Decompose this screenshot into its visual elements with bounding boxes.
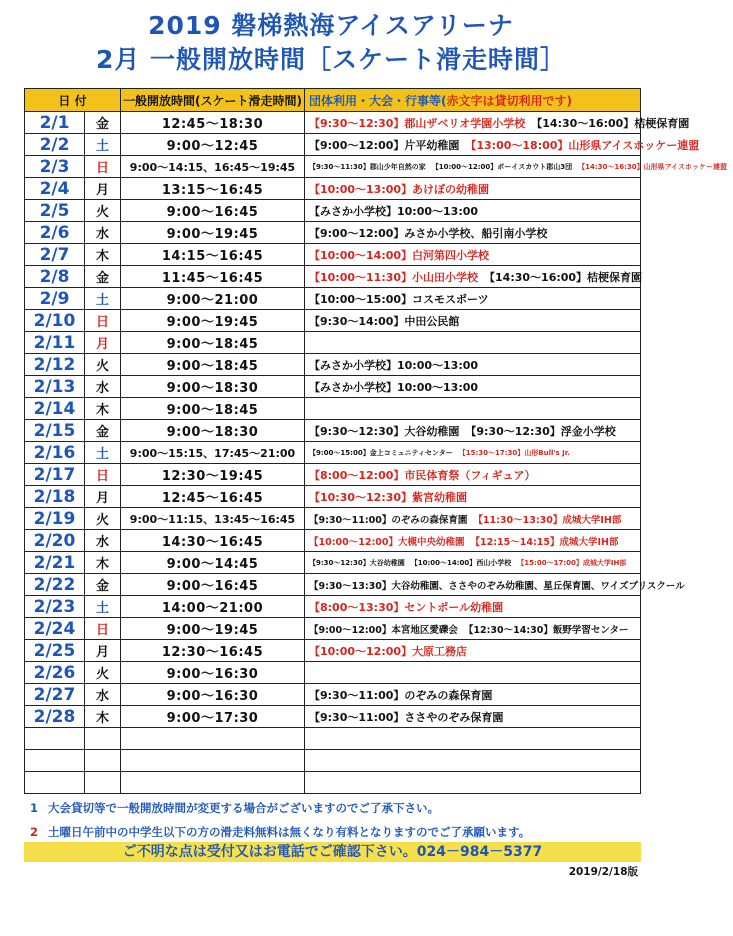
page-title: 2019 磐梯熱海アイスアリーナ [148,11,514,40]
event-entry: 【みさか小学校】10:00～13:00 [309,358,479,372]
open-hours-cell: 9:00～18:45 [121,332,305,354]
date-cell: 2/26 [25,662,85,684]
note-number: 1 [30,801,39,815]
event-entry: 【9:30～12:30】浮金小学校 [465,424,616,438]
open-hours-cell [121,750,305,772]
events-cell [305,134,700,156]
open-hours-cell: 12:45～18:30 [121,112,305,134]
open-hours-cell: 9:00～16:30 [121,662,305,684]
events-cell [305,596,641,618]
event-entry: 【8:00～12:00】市民体育祭（フィギュア） [309,468,536,482]
events-cell [305,486,641,508]
table-row [25,684,641,706]
open-hours-cell: 9:00～12:45 [121,134,305,156]
date-cell [25,728,85,750]
events-cell [305,332,641,354]
date-cell: 2/8 [25,266,85,288]
weekday-cell: 土 [85,442,121,464]
weekday-cell: 水 [85,684,121,706]
events-cell [305,200,641,222]
event-entry: 【12:15～14:15】成城大学IH部 [470,536,619,548]
table-row [25,596,641,618]
table-body [25,112,727,794]
table-row [25,508,641,530]
event-entry: 【9:30～12:30】大谷幼稚園 [309,558,405,567]
open-hours-cell: 9:00～16:45 [121,200,305,222]
table-row [25,706,641,728]
events-cell [305,398,641,420]
weekday-cell: 金 [85,112,121,134]
weekday-cell: 月 [85,640,121,662]
open-hours-cell: 12:30～19:45 [121,464,305,486]
date-cell: 2/9 [25,288,85,310]
table-row [25,640,641,662]
table-row [25,442,641,464]
open-hours-cell: 14:00～21:00 [121,596,305,618]
event-entry: 【12:30～14:30】飯野学習センター [463,624,629,636]
table-row [25,662,641,684]
event-entry: 【10:00～12:00】大槻中央幼稚園 [309,536,465,548]
table-row [25,178,641,200]
event-entry: 【13:00～18:00】山形県アイスホッケー連盟 [465,138,700,152]
table-row [25,464,641,486]
events-cell [305,288,641,310]
events-cell [305,508,641,530]
weekday-cell: 月 [85,178,121,200]
events-cell [305,552,641,574]
events-cell [305,640,641,662]
table-row [25,750,641,772]
events-cell [305,112,690,134]
open-hours-cell: 14:30～16:45 [121,530,305,552]
header-events-note: 赤文字は貸切利用です) [446,93,572,108]
open-hours-cell: 9:00～19:45 [121,222,305,244]
date-cell: 2/21 [25,552,85,574]
event-entry: 【みさか小学校】10:00～13:00 [309,380,479,394]
weekday-cell: 月 [85,332,121,354]
events-cell [305,244,641,266]
open-hours-cell: 9:00～11:15、13:45～16:45 [121,508,305,530]
date-cell: 2/6 [25,222,85,244]
weekday-cell: 木 [85,244,121,266]
event-entry: 【9:00～12:00】片平幼稚園 [309,138,460,152]
events-cell [305,178,641,200]
table-row [25,244,641,266]
event-entry: 【14:30～16:00】桔梗保育園 [484,270,643,284]
weekday-cell: 日 [85,618,121,640]
table-row [25,354,641,376]
event-entry: 【15:00～17:00】成城大学IH部 [517,558,627,567]
event-entry: 【みさか小学校】10:00～13:00 [309,204,479,218]
weekday-cell: 金 [85,266,121,288]
table-row [25,552,641,574]
date-cell: 2/17 [25,464,85,486]
table-row [25,618,641,640]
version-label: 2019/2/18版 [568,866,638,878]
events-cell [305,420,641,442]
weekday-cell: 土 [85,134,121,156]
header-events-label: 団体利用・大会・行事等( [309,93,447,108]
weekday-cell: 水 [85,222,121,244]
date-cell: 2/13 [25,376,85,398]
open-hours-cell: 9:00～16:45 [121,574,305,596]
weekday-cell [85,772,121,794]
open-hours-cell: 9:00～18:30 [121,420,305,442]
weekday-cell: 火 [85,508,121,530]
event-entry: 【10:00～15:00】コスモスポーツ [309,292,489,306]
events-cell [305,464,641,486]
event-entry: 【10:00～14:00】西山小学校 [410,558,512,567]
contact-banner: ご不明な点は受付又はお電話でご確認下さい。024－984－5377 [24,842,641,862]
table-row [25,772,641,794]
table-row [25,134,641,156]
open-hours-cell: 12:45～16:45 [121,486,305,508]
weekday-cell: 土 [85,288,121,310]
table-header-row [25,89,641,112]
note-1 [30,800,439,816]
date-cell: 2/20 [25,530,85,552]
events-cell [305,706,641,728]
event-entry: 【8:00～13:30】セントポール幼稚園 [309,600,504,614]
date-cell: 2/12 [25,354,85,376]
weekday-cell: 日 [85,310,121,332]
weekday-cell: 金 [85,574,121,596]
date-cell: 2/1 [25,112,85,134]
open-hours-cell: 14:15～16:45 [121,244,305,266]
open-hours-cell: 9:00～14:45 [121,552,305,574]
event-entry: 【11:30～13:30】成城大学IH部 [473,514,622,526]
date-cell: 2/22 [25,574,85,596]
event-entry: 【10:00～12:00】ボーイスカウト郡山3団 [431,162,573,171]
table-row [25,420,641,442]
date-cell: 2/24 [25,618,85,640]
open-hours-cell: 9:00～14:15、16:45～19:45 [121,156,305,178]
weekday-cell: 日 [85,464,121,486]
table-row [25,222,641,244]
events-cell [305,662,641,684]
event-entry: 【9:30～12:30】郡山ザベリオ学園小学校 [309,116,526,130]
event-entry: 【9:30～11:00】のぞみの森保育園 [309,514,468,526]
weekday-cell: 木 [85,398,121,420]
weekday-cell: 火 [85,662,121,684]
event-entry: 【10:00～14:00】白河第四小学校 [309,248,490,262]
page-subtitle: 2月 一般開放時間［スケート滑走時間］ [95,45,567,74]
open-hours-cell: 9:00～16:30 [121,684,305,706]
table-row [25,288,641,310]
events-cell [305,728,641,750]
events-cell [305,310,641,332]
weekday-cell: 火 [85,200,121,222]
table-row [25,728,641,750]
open-hours-cell: 9:00～19:45 [121,618,305,640]
date-cell: 2/27 [25,684,85,706]
note-2 [30,824,530,840]
table-row [25,398,641,420]
date-cell: 2/15 [25,420,85,442]
open-hours-cell [121,772,305,794]
date-cell: 2/7 [25,244,85,266]
weekday-cell: 木 [85,706,121,728]
events-cell [305,222,641,244]
table-row [25,156,641,178]
events-cell [305,772,641,794]
open-hours-cell: 12:30～16:45 [121,640,305,662]
open-hours-cell [121,728,305,750]
table-row [25,266,641,288]
open-hours-cell: 9:00～19:45 [121,310,305,332]
event-entry: 【10:00～12:00】大原工務店 [309,644,468,658]
date-cell [25,750,85,772]
event-entry: 【9:30～11:00】のぞみの森保育園 [309,688,493,702]
table-row [25,200,641,222]
event-entry: 【9:30～11:00】ささやのぞみ保育園 [309,710,504,724]
events-cell [305,354,641,376]
date-cell: 2/25 [25,640,85,662]
table-row [25,486,641,508]
events-cell [305,684,641,706]
date-cell: 2/4 [25,178,85,200]
event-entry: 【14:30～16:30】山形県アイスホッケー連盟 [578,162,727,171]
date-cell: 2/10 [25,310,85,332]
events-cell [305,618,641,640]
event-entry: 【9:30～14:00】中田公民館 [309,314,460,328]
date-cell: 2/14 [25,398,85,420]
events-cell [305,376,641,398]
weekday-cell: 水 [85,530,121,552]
schedule-table [24,88,727,794]
open-hours-cell: 9:00～17:30 [121,706,305,728]
date-cell [25,772,85,794]
weekday-cell: 水 [85,376,121,398]
event-entry: 【9:00～12:00】みさか小学校、船引南小学校 [309,226,548,240]
note-text: 土曜日午前中の中学生以下の方の滑走料無料は無くなり有料となりますのでご了承願います。 [48,825,531,839]
table-row [25,530,641,552]
open-hours-cell: 13:15～16:45 [121,178,305,200]
note-number: 2 [30,825,39,839]
open-hours-cell: 9:00～15:15、17:45～21:00 [121,442,305,464]
header-events [305,89,641,112]
weekday-cell: 月 [85,486,121,508]
event-entry: 【15:30～17:30】山形Bull's Jr. [458,448,570,457]
open-hours-cell: 11:45～16:45 [121,266,305,288]
table-row [25,112,641,134]
events-cell [305,266,641,288]
events-cell [305,530,641,552]
date-cell: 2/3 [25,156,85,178]
date-cell: 2/28 [25,706,85,728]
event-entry: 【9:00～12:00】本宮地区愛礫会 [309,624,458,636]
date-cell: 2/11 [25,332,85,354]
event-entry: 【9:00～15:00】金上コミュニティセンター [309,448,453,457]
date-cell: 2/16 [25,442,85,464]
event-entry: 【14:30～16:00】桔梗保育園 [531,116,690,130]
table-row [25,574,641,596]
table-row [25,310,641,332]
event-entry: 【9:30～11:30】郡山少年自然の家 [309,162,426,171]
weekday-cell [85,750,121,772]
event-entry: 【9:30～13:30】大谷幼稚園、ささやのぞみ幼稚園、星丘保育園、ワイズプリスクール [309,580,685,592]
event-entry: 【10:00～13:00】あけぼの幼稚園 [309,182,490,196]
table-row [25,332,641,354]
table-row [25,376,641,398]
weekday-cell [85,728,121,750]
date-cell: 2/5 [25,200,85,222]
date-cell: 2/19 [25,508,85,530]
event-entry: 【10:30～12:30】紫宮幼稚園 [309,490,468,504]
weekday-cell: 土 [85,596,121,618]
weekday-cell: 金 [85,420,121,442]
header-time: 一般開放時間(スケート滑走時間) [121,89,305,112]
open-hours-cell: 9:00～18:45 [121,398,305,420]
events-cell [305,750,641,772]
events-cell [305,156,727,178]
weekday-cell: 木 [85,552,121,574]
date-cell: 2/2 [25,134,85,156]
date-cell: 2/18 [25,486,85,508]
weekday-cell: 火 [85,354,121,376]
events-cell [305,442,641,464]
open-hours-cell: 9:00～18:30 [121,376,305,398]
date-cell: 2/23 [25,596,85,618]
weekday-cell: 日 [85,156,121,178]
event-entry: 【9:30～12:30】大谷幼稚園 [309,424,460,438]
open-hours-cell: 9:00～18:45 [121,354,305,376]
events-cell [305,574,685,596]
open-hours-cell: 9:00～21:00 [121,288,305,310]
note-text: 大会貸切等で一般開放時間が変更する場合がございますのでご了承下さい。 [48,801,440,815]
event-entry: 【10:00～11:30】小山田小学校 [309,270,479,284]
header-date: 日 付 [25,89,121,112]
